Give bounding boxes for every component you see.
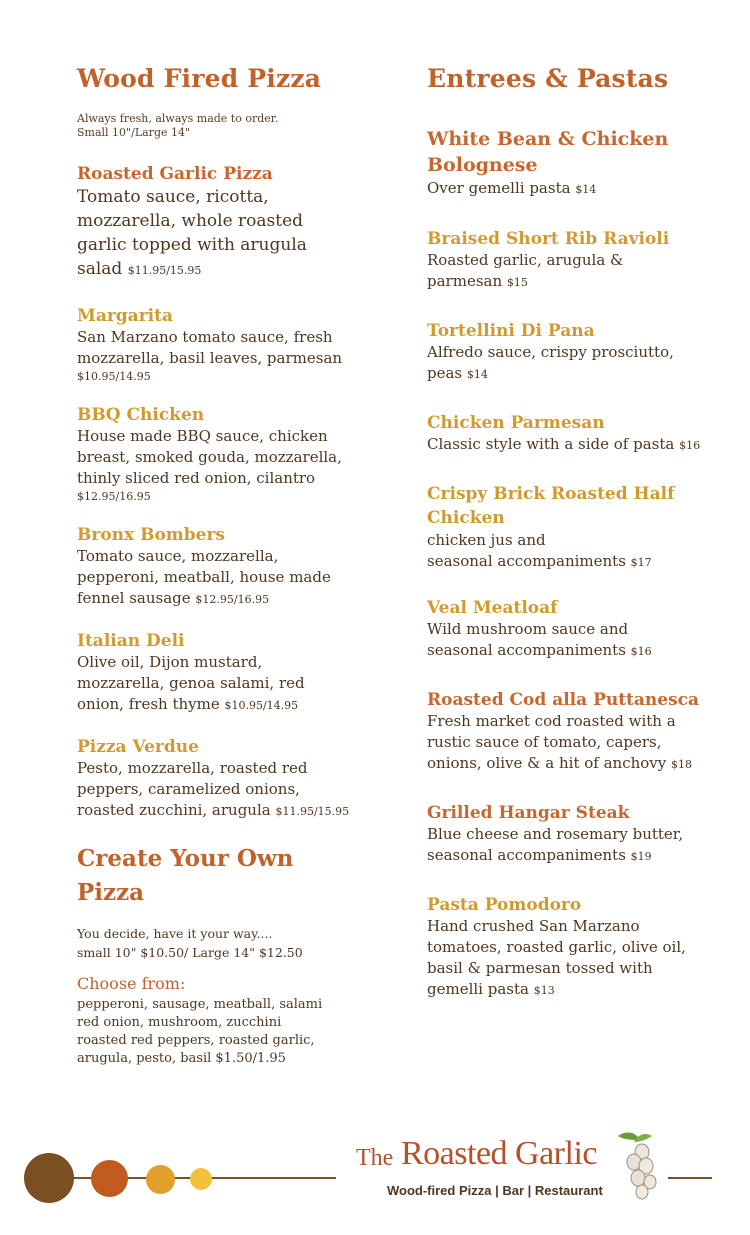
pizza-note-fresh: Always fresh, always made to order. — [77, 112, 279, 125]
item-title: Pasta Pomodoro — [427, 895, 582, 915]
item-price: $15 — [506, 276, 528, 289]
item-title: Margarita — [77, 306, 173, 326]
item-title: Braised Short Rib Ravioli — [427, 229, 670, 249]
item-title: Chicken Parmesan — [427, 413, 605, 433]
footer-line-right — [668, 1177, 712, 1179]
menu-item — [427, 802, 683, 867]
item-price: $18 — [671, 758, 693, 771]
menu-item — [427, 894, 686, 1001]
item-description: House made BBQ sauce, chicken breast, smoked gouda, mozzarella, thinly sliced red onion, cilantro $12.95/16.95 — [77, 427, 342, 503]
item-description: Pesto, mozzarella, roasted red peppers, caramelized onions, roasted zucchini, arugula $11.95/15.95 — [77, 759, 350, 819]
item-title: Italian Deli — [77, 631, 185, 651]
item-price: $10.95/14.95 — [224, 699, 299, 712]
menu-item — [427, 320, 674, 385]
item-title: White Bean & Chicken Bolognese — [427, 128, 669, 176]
logo-name: Roasted Garlic — [401, 1135, 597, 1172]
item-price: $16 — [679, 439, 701, 452]
menu-item — [77, 736, 349, 822]
item-price: $13 — [533, 984, 555, 997]
item-price: $12.95/16.95 — [195, 593, 270, 606]
entrees-pastas-heading: Entrees & Pastas — [427, 64, 669, 93]
item-description: Tomato sauce, mozzarella, pepperoni, meatball, house made fennel sausage $12.95/16.95 — [77, 547, 331, 607]
item-price: $10.95/14.95 — [77, 370, 151, 383]
menu-item — [427, 228, 669, 293]
menu-item — [77, 305, 342, 384]
menu-item — [427, 126, 668, 200]
item-description: Fresh market cod roasted with a rustic sauce of tomato, capers, onions, olive & a hit of anchovy $18 — [427, 712, 693, 772]
item-description: Olive oil, Dijon mustard, mozzarella, genoa salami, red onion, fresh thyme $10.95/14.95 — [77, 653, 305, 713]
item-description: San Marzano tomato sauce, fresh mozzarella, basil leaves, parmesan $10.95/14.95 — [77, 328, 343, 383]
garlic-bulb-icon — [608, 1128, 660, 1202]
item-description: Alfredo sauce, crispy prosciutto, peas $14 — [427, 343, 674, 382]
logo-the: The — [356, 1145, 394, 1171]
item-price: $11.95/15.95 — [275, 805, 350, 818]
menu-item — [77, 630, 305, 716]
menu-item — [77, 524, 331, 610]
item-title: Pizza Verdue — [77, 737, 199, 757]
item-title: Roasted Cod alla Puttanesca — [427, 690, 700, 710]
menu-item — [427, 412, 700, 456]
wood-fired-pizza-heading: Wood Fired Pizza — [77, 64, 322, 93]
item-description: Tomato sauce, ricotta, mozzarella, whole roasted garlic topped with arugula salad $11.95/15.95 — [77, 187, 307, 279]
item-price: $14 — [575, 183, 597, 196]
choose-from-heading: Choose from: — [77, 974, 186, 993]
circle-tiny-icon — [190, 1168, 212, 1190]
circle-large-icon — [24, 1153, 74, 1203]
menu-item — [427, 482, 674, 573]
item-title: Tortellini Di Pana — [427, 321, 595, 341]
item-description: Classic style with a side of pasta $16 — [427, 435, 701, 453]
item-description: Wild mushroom sauce and seasonal accompaniments $16 — [427, 620, 652, 659]
item-price: $11.95/15.95 — [127, 264, 202, 277]
circle-medium-icon — [91, 1160, 128, 1197]
item-description: Blue cheese and rosemary butter, seasonal accompaniments $19 — [427, 825, 684, 864]
item-price: $19 — [630, 850, 652, 863]
create-your-own-heading: Create Your Own Pizza — [77, 845, 294, 906]
item-description: Roasted garlic, arugula & parmesan $15 — [427, 251, 624, 290]
menu-item — [77, 404, 342, 504]
item-price: $17 — [630, 556, 652, 569]
item-title: Crispy Brick Roasted Half Chicken — [427, 484, 675, 528]
item-description: chicken jus and seasonal accompaniments $17 — [427, 531, 652, 570]
item-description: Hand crushed San Marzano tomatoes, roasted garlic, olive oil, basil & parmesan tossed with gemelli pasta $13 — [427, 917, 686, 998]
menu-item — [77, 163, 307, 283]
toppings-list: pepperoni, sausage, meatball, salami red onion, mushroom, zucchini roasted red peppers, roasted garlic, arugula, pesto, basil $1.50/1.95 — [77, 997, 323, 1066]
item-price: $16 — [630, 645, 652, 658]
menu-item — [427, 597, 652, 662]
circle-small-icon — [146, 1165, 175, 1194]
item-title: Roasted Garlic Pizza — [77, 164, 273, 184]
logo-tagline: Wood-fired Pizza | Bar | Restaurant — [387, 1183, 603, 1198]
item-price: $12.95/16.95 — [77, 490, 151, 503]
item-title: BBQ Chicken — [77, 405, 205, 425]
item-description: Over gemelli pasta $14 — [427, 179, 597, 197]
item-title: Bronx Bombers — [77, 525, 226, 545]
menu-item — [427, 689, 699, 775]
item-title: Grilled Hangar Steak — [427, 803, 630, 823]
pizza-note-sizes: Small 10"/Large 14" — [77, 126, 191, 139]
item-price: $14 — [466, 368, 488, 381]
create-note: You decide, have it your way.... small 10" $10.50/ Large 14" $12.50 — [77, 926, 303, 960]
item-title: Veal Meatloaf — [427, 598, 558, 618]
